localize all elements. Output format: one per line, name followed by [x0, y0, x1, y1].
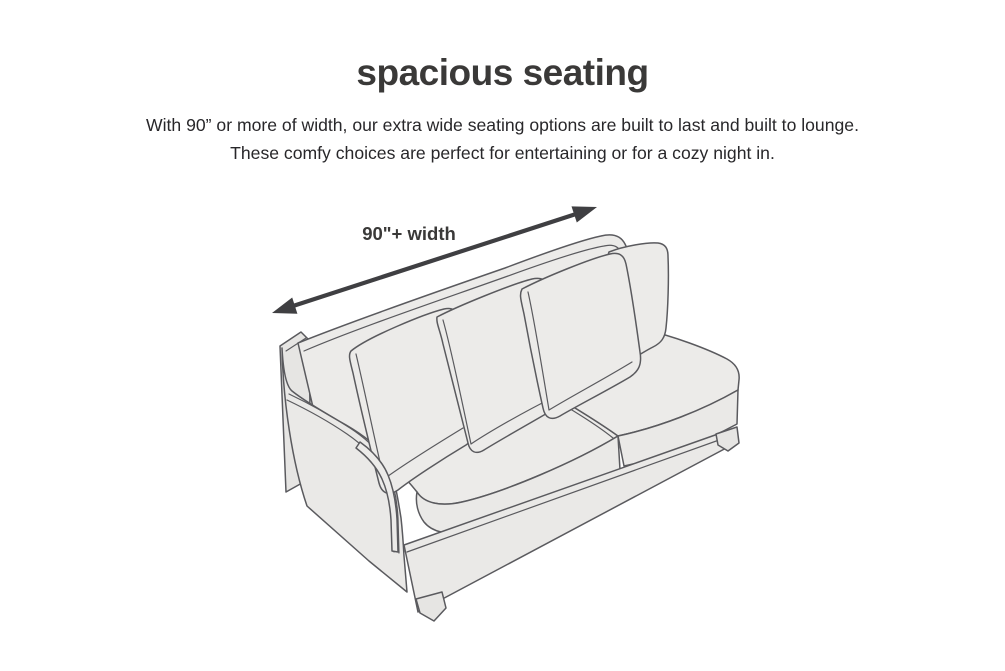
description-line-2: These comfy choices are perfect for entertaining or for a cozy night in. [230, 142, 775, 163]
arrow-head-right [572, 206, 598, 222]
description-line-1: With 90” or more of width, our extra wide seating options are built to last and built to lounge. [146, 115, 859, 135]
arrow-head-left [272, 298, 297, 314]
sofa-illustration [280, 235, 739, 621]
width-dimension-label: 90"+ width [362, 223, 456, 244]
page-title: spacious seating [356, 52, 649, 93]
